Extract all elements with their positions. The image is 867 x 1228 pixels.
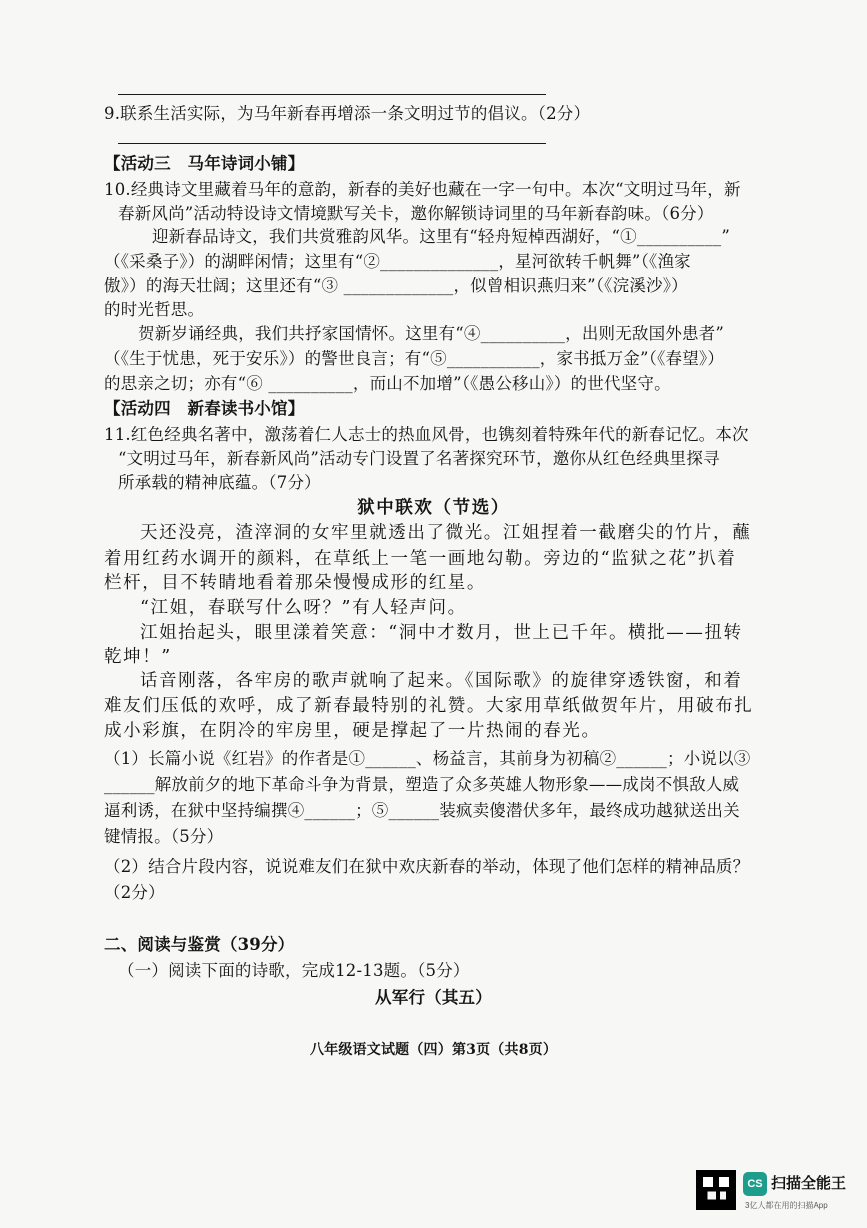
- scanner-app-name: 扫描全能王: [771, 1175, 847, 1192]
- camscanner-logo-icon: CS: [743, 1172, 767, 1196]
- excerpt-line: 江姐抬起头，眼里漾着笑意：“洞中才数月，世上已千年。横批——扭转: [140, 623, 743, 643]
- scanner-tagline: 3亿人都在用的扫描App: [745, 1201, 828, 1210]
- excerpt-line: 话音刚落，各牢房的歌声就响了起来。《国际歌》的旋律穿透铁窗，和着: [140, 671, 743, 691]
- sub-question-1-line: 键情报。（5分）: [104, 827, 224, 846]
- page-footer: 八年级语文试题（四）第3页（共8页）: [309, 1042, 558, 1058]
- section-2-subheading: （一）阅读下面的诗歌，完成12-13题。（5分）: [118, 961, 470, 980]
- activity-4-heading: 【活动四 新春读书小馆】: [104, 399, 305, 418]
- sub-question-1-line: 逼利诱，在狱中坚持编撰④______；⑤______装疯卖傻潜伏多年，最终成功越狱送出关: [104, 801, 740, 820]
- section-2-heading: 二、阅读与鉴赏（39分）: [104, 935, 295, 954]
- sub-question-1-line: （1）长篇小说《红岩》的作者是①______、杨益言，其前身为初稿②______；小说以③: [104, 749, 751, 768]
- excerpt-line: 着用红药水调开的颜料，在草纸上一笔一画地勾勒。旁边的“监狱之花”扒着: [104, 549, 737, 569]
- question-10-line: 的思亲之切；亦有“⑥ __________，而山不加增”（《愚公移山》）的世代坚守。: [104, 374, 671, 393]
- answer-line: [118, 143, 546, 144]
- question-10-line: （《采桑子》）的湖畔闲情；这里有“②______________，星河欲转千帆舞”（《渔家: [104, 252, 691, 271]
- question-11-line: 11.红色经典名著中，激荡着仁人志士的热血风骨，也镌刻着特殊年代的新春记忆。本次: [104, 425, 749, 444]
- question-10-line: （《生于忧患，死于安乐》）的警世良言；有“⑤___________，家书抵万金”（《春望》）: [104, 349, 725, 368]
- question-11-line: 所承载的精神底蕴。（7分）: [118, 473, 321, 492]
- excerpt-line: 难友们压低的欢呼，成了新春最特别的礼赞。大家用草纸做贺年片，用破布扎: [104, 696, 754, 716]
- question-10-line: 10.经典诗文里藏着马年的意韵，新春的美好也藏在一字一句中。本次“文明过马年，新: [104, 180, 741, 199]
- answer-line: [118, 94, 546, 95]
- sub-question-2-line: （2）结合片段内容，说说难友们在狱中欢庆新春的举动，体现了他们怎样的精神品质？: [104, 857, 750, 876]
- excerpt-line: 天还没亮，渣滓洞的女牢里就透出了微光。江姐捏着一截磨尖的竹片，蘸: [140, 523, 752, 543]
- excerpt-line: “江姐，春联写什么呀？”有人轻声问。: [140, 598, 467, 618]
- sub-question-1-line: ______解放前夕的地下革命斗争为背景，塑造了众多英雄人物形象——成岗不惧敌人威: [104, 775, 740, 794]
- excerpt-line: 栏杆，目不转睛地看着那朵慢慢成形的红星。: [104, 573, 486, 593]
- question-11-line: “文明过马年，新春新风尚”活动专门设置了名著探究环节，邀你从红色经典里探寻: [118, 449, 720, 468]
- question-10-line: 的时光哲思。: [104, 300, 205, 319]
- question-9: 9.联系生活实际，为马年新春再增添一条文明过节的倡议。（2分）: [104, 104, 591, 123]
- question-10-line: 傲》）的海天壮阔；这里还有“③ _____________，似曾相识燕归来”（《浣溪沙》）: [104, 276, 688, 295]
- question-10-line: 贺新岁诵经典，我们共抒家国情怀。这里有“④__________，出则无敌国外患者”: [138, 324, 725, 343]
- qr-code-icon: [696, 1170, 736, 1210]
- sub-question-2-line: （2分）: [104, 883, 165, 902]
- question-10-line: 春新风尚”活动特设诗文情境默写关卡，邀你解锁诗词里的马年新春韵味。（6分）: [118, 204, 714, 223]
- activity-3-heading: 【活动三 马年诗词小铺】: [104, 154, 305, 173]
- excerpt-line: 乾坤！”: [104, 647, 172, 667]
- question-10-line: 迎新春品诗文，我们共赏雅韵风华。这里有“轻舟短棹西湖好，“①__________”: [152, 227, 731, 246]
- poem-title: 从军行（其五）: [375, 988, 492, 1007]
- excerpt-title: 狱中联欢（节选）: [357, 498, 510, 518]
- excerpt-line: 成小彩旗，在阴冷的牢房里，硬是撑起了一片热闹的春光。: [104, 721, 601, 741]
